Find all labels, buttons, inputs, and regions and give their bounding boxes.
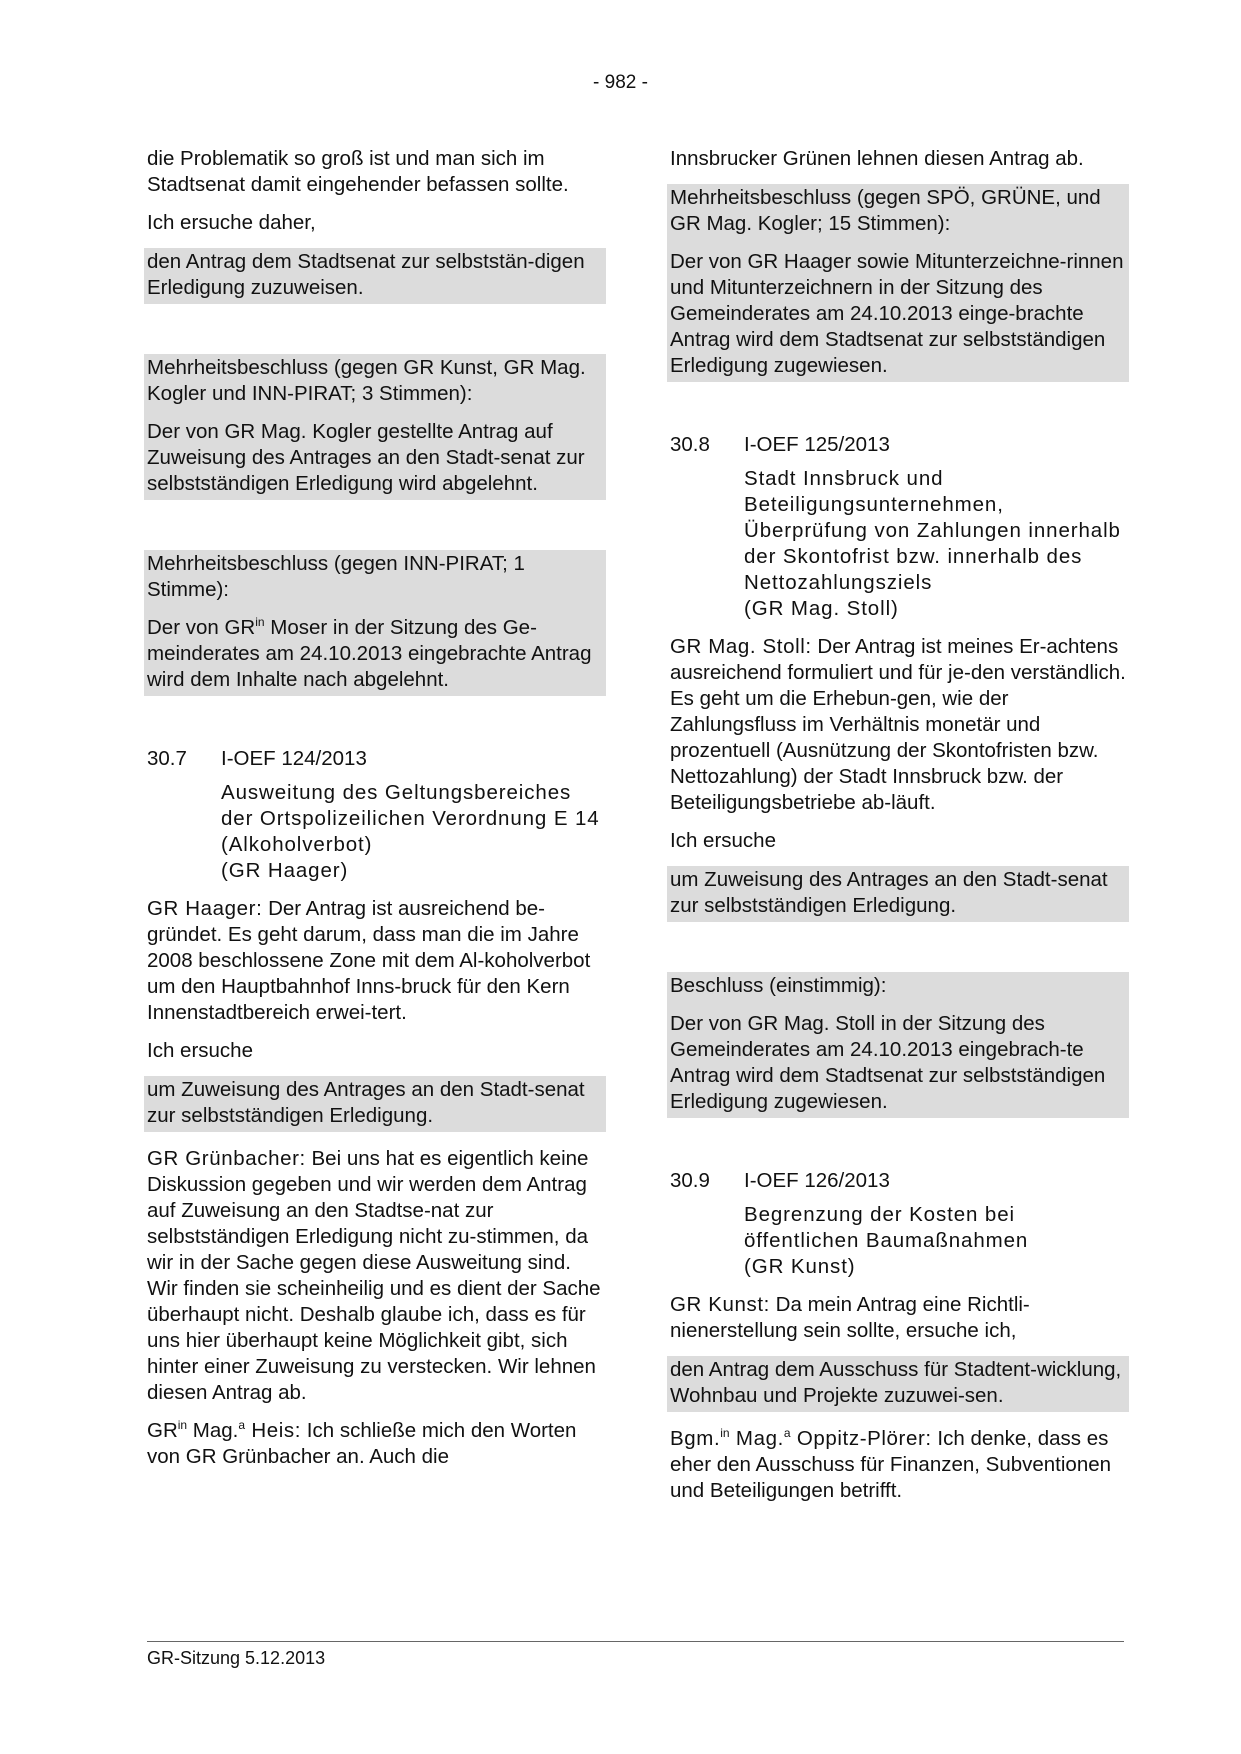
- resolution-text: Der von GR Haager sowie Mitunterzeichne-rinnen und Mitunterzeichnern in der Sitzung des Gemeinderates am 24.10.2013 einge-brachte Antrag wird dem Stadtsenat zur selbstständigen Erledigung zugewiesen.: [670, 250, 1124, 377]
- motion-request: [667, 866, 1129, 922]
- resolution-block: [667, 184, 1129, 382]
- agenda-item-header: [670, 1168, 1126, 1194]
- resolution-block: [144, 550, 606, 696]
- paragraph: Ich ersuche: [670, 829, 776, 852]
- speaker-name: Oppitz-Plörer:: [790, 1427, 932, 1450]
- right-column: [670, 146, 1126, 1516]
- speaker-name: GR Haager:: [147, 897, 263, 920]
- resolution-block: [667, 972, 1129, 1118]
- resolution-heading: Beschluss (einstimmig):: [670, 974, 887, 997]
- speaker-name: GR Mag. Stoll:: [670, 635, 812, 658]
- agenda-item-code: I-OEF 124/2013: [221, 747, 367, 770]
- footer-divider: [147, 1641, 1124, 1642]
- agenda-item-title: Begrenzung der Kosten bei öffentlichen Baumaßnahmen (GR Kunst): [744, 1202, 1126, 1280]
- request-text: um Zuweisung des Antrages an den Stadt-senat zur selbstständigen Erledigung.: [670, 868, 1108, 917]
- agenda-item-number: 30.7: [147, 747, 187, 770]
- paragraph: Ich ersuche daher,: [147, 211, 316, 234]
- agenda-item-number: 30.9: [670, 1169, 710, 1192]
- agenda-item-title: Stadt Innsbruck und Beteiligungsunternehmen, Überprüfung von Zahlungen innerhalb der Skontofrist bzw. innerhalb des Nettozahlungsziels (GR Mag. Stoll): [744, 466, 1126, 622]
- motion-request: [144, 1076, 606, 1132]
- resolution-heading: Mehrheitsbeschluss (gegen GR Kunst, GR Mag. Kogler und INN-PIRAT; 3 Stimmen):: [147, 356, 586, 405]
- footer-text: GR-Sitzung 5.12.2013: [147, 1648, 326, 1668]
- speech: GR Kunst: Da mein Antrag eine Richtli-nienerstellung sein sollte, ersuche ich,: [670, 1293, 1030, 1342]
- resolution-text: Der von GR Mag. Kogler gestellte Antrag auf Zuweisung des Antrages an den Stadt-senat zur selbstständigen Erledigung wird abgelehnt.: [147, 420, 585, 495]
- speech: GR Grünbacher: Bei uns hat es eigentlich keine Diskussion gegeben und wir werden dem Antrag auf Zuweisung an den Stadtse-nat zur selbstständigen Erledigung nicht zu-stimmen, da wir in der Sache gegen diese Ausweitung sind. Wir finden sie scheinheilig und es dient der Sache überhaupt nicht. Deshalb glaube ich, dass es für uns hier überhaupt keine Möglichkeit gibt, sich hinter einer Zuweisung zu verstecken. Wir lehnen diesen Antrag ab.: [147, 1147, 601, 1404]
- resolution-heading: Mehrheitsbeschluss (gegen INN-PIRAT; 1 Stimme):: [147, 552, 525, 601]
- agenda-item-title: Ausweitung des Geltungsbereiches der Ortspolizeilichen Verordnung E 14 (Alkoholverbot) (GR Haager): [221, 780, 603, 884]
- request-text: den Antrag dem Stadtsenat zur selbststän-digen Erledigung zuzuweisen.: [147, 250, 585, 299]
- speech: GR Haager: Der Antrag ist ausreichend be-gründet. Es geht darum, dass man die im Jahre 2008 beschlossene Zone mit dem Al-koholverbot um den Hauptbahnhof Inns-bruck für den Kern Innenstadtbereich erwei-tert.: [147, 897, 591, 1024]
- speaker-name: GR Grünbacher:: [147, 1147, 306, 1170]
- resolution-text: Der von $GR^{in}$ Moser in der Sitzung des Ge-meinderates am 24.10.2013 eingebrachte Antrag wird dem Inhalte nach abgelehnt.: [147, 615, 592, 691]
- paragraph: Ich ersuche: [147, 1039, 253, 1062]
- paragraph: die Problematik so groß ist und man sich im Stadtsenat damit eingehender befassen sollte.: [147, 147, 569, 196]
- left-column: [147, 146, 603, 1482]
- speaker-name: Heis:: [245, 1419, 302, 1442]
- speech: GR Mag. Stoll: Der Antrag ist meines Er-achtens ausreichend formuliert und für je-den verständlich. Es geht um die Erhebun-gen, wie der Zahlungsfluss im Verhältnis monetär und prozentuell (Ausnützung der Skontofristen bzw. Nettozahlung) der Stadt Innsbruck bzw. der Beteiligungsbetriebe ab-läuft.: [670, 635, 1126, 814]
- agenda-item-author: (GR Mag. Stoll): [744, 597, 899, 620]
- page-number: - 982 -: [593, 72, 648, 93]
- paragraph: Innsbrucker Grünen lehnen diesen Antrag ab.: [670, 147, 1084, 170]
- resolution-heading: Mehrheitsbeschluss (gegen SPÖ, GRÜNE, und GR Mag. Kogler; 15 Stimmen):: [670, 186, 1101, 235]
- resolution-text: Der von GR Mag. Stoll in der Sitzung des Gemeinderates am 24.10.2013 eingebrach-te Antrag wird dem Stadtsenat zur selbstständigen Erledigung zugewiesen.: [670, 1012, 1106, 1113]
- speaker-name: GR Kunst:: [670, 1293, 770, 1316]
- motion-request: [667, 1356, 1129, 1412]
- agenda-item-header: [147, 746, 603, 772]
- agenda-item-code: I-OEF 125/2013: [744, 433, 890, 456]
- agenda-item-author: (GR Haager): [221, 859, 349, 882]
- agenda-item-code: I-OEF 126/2013: [744, 1169, 890, 1192]
- speech: $GR^{in}$ Mag.$^a$ Heis: Ich schließe mich den Worten von GR Grünbacher an. Auch die: [147, 1418, 577, 1468]
- resolution-block: [144, 354, 606, 500]
- request-text: um Zuweisung des Antrages an den Stadt-senat zur selbstständigen Erledigung.: [147, 1078, 585, 1127]
- speech: Bgm.$^{in}$ Mag.$^a$ Oppitz-Plörer: Ich denke, dass es eher den Ausschuss für Finanzen, Subventionen und Beteiligungen betrifft.: [670, 1426, 1112, 1502]
- agenda-item-header: [670, 432, 1126, 458]
- agenda-item-author: (GR Kunst): [744, 1255, 856, 1278]
- agenda-item-number: 30.8: [670, 433, 710, 456]
- motion-request: [144, 248, 606, 304]
- request-text: den Antrag dem Ausschuss für Stadtent-wicklung, Wohnbau und Projekte zuzuwei-sen.: [670, 1358, 1122, 1407]
